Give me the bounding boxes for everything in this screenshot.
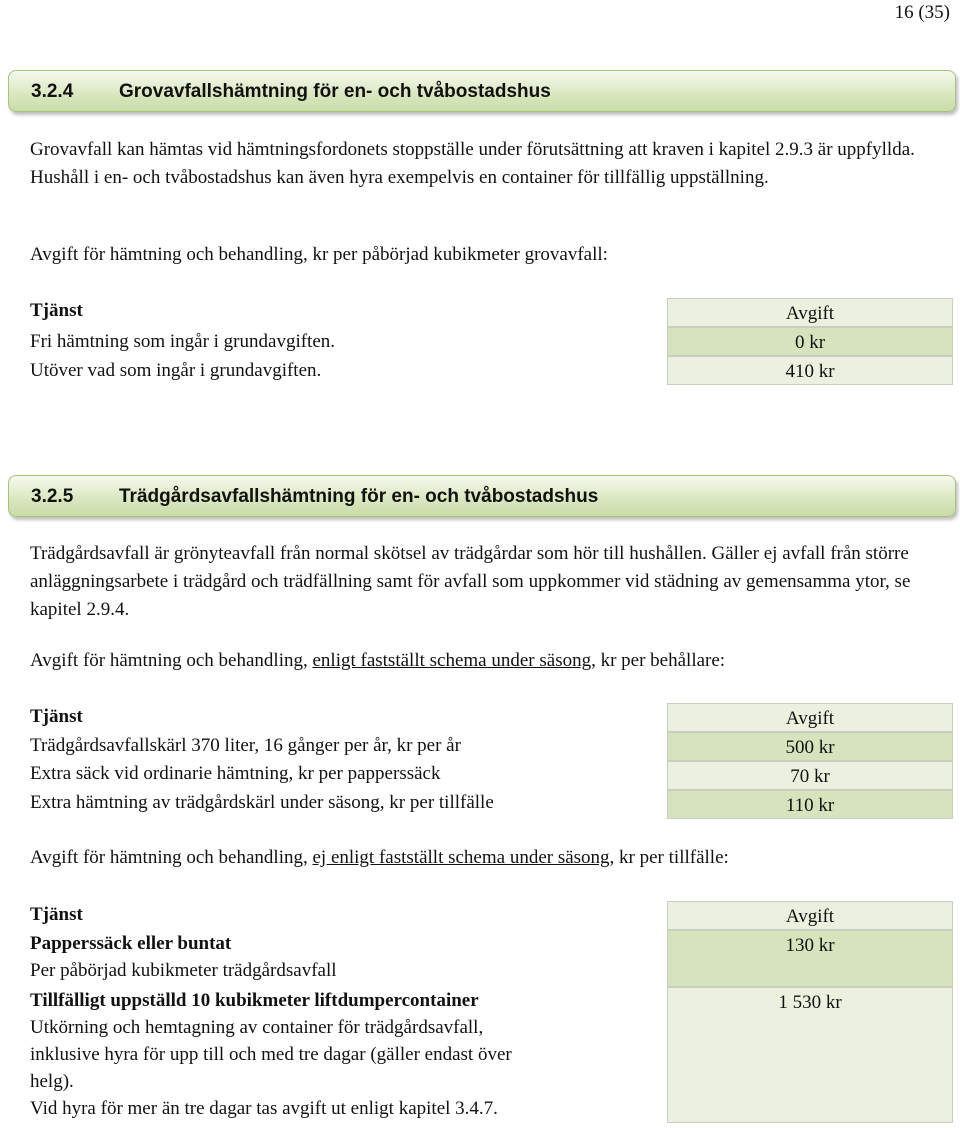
table-row-service: Extra hämtning av trädgårdskärl under säsong, kr per tillfälle [30, 792, 494, 813]
fee-cell: 500 kr [667, 732, 953, 761]
table-header-fee: Avgift [667, 901, 953, 930]
table-header-service: Tjänst [30, 904, 83, 925]
service-item-desc-line: helg). [30, 1071, 74, 1092]
table-header-service: Tjänst [30, 706, 83, 727]
fee-intro: Avgift för hämtning och behandling, kr per påbörjad kubikmeter grovavfall: [30, 244, 608, 265]
service-item [30, 987, 512, 1122]
service-item-title: Tillfälligt uppställd 10 kubikmeter liftdumpercontainer [30, 990, 479, 1011]
section-title: Trädgårdsavfallshämtning för en- och tvåbostadshus [119, 486, 599, 507]
fee-intro-scheduled: Avgift för hämtning och behandling, enligt fastställt schema under säsong, kr per behållare: [30, 650, 726, 671]
fee-cell: 110 kr [667, 790, 953, 819]
table-row-service: Extra säck vid ordinarie hämtning, kr per papperssäck [30, 763, 441, 784]
fee-intro-unscheduled: Avgift för hämtning och behandling, ej enligt fastställt schema under säsong, kr per tillfälle: [30, 847, 729, 868]
service-item-desc-line: inklusive hyra för upp till och med tre dagar (gäller endast över [30, 1044, 512, 1065]
page-number: 16 (35) [894, 2, 950, 23]
section-number: 3.2.4 [31, 81, 74, 102]
fee-cell: 0 kr [667, 327, 953, 356]
table-header-fee: Avgift [667, 298, 953, 327]
section-title: Grovavfallshämtning för en- och tvåbostadshus [119, 81, 551, 102]
table-header-fee: Avgift [667, 703, 953, 732]
table-row-service: Trädgårdsavfallskärl 370 liter, 16 gånger per år, kr per år [30, 735, 461, 756]
service-item-title: Papperssäck eller buntat [30, 933, 232, 954]
service-item-desc: Per påbörjad kubikmeter trädgårdsavfall [30, 960, 337, 981]
fee-cell: 410 kr [667, 356, 953, 385]
table-row-service: Utöver vad som ingår i grundavgiften. [30, 360, 322, 381]
service-item-desc-line: Utkörning och hemtagning av container för trädgårdsavfall, [30, 1017, 484, 1038]
service-item-note: Vid hyra för mer än tre dagar tas avgift ut enligt kapitel 3.4.7. [30, 1098, 498, 1119]
table-header-service: Tjänst [30, 300, 83, 321]
paragraph-grovavfall: Grovavfall kan hämtas vid hämtningsfordonets stoppställe under förutsättning att kraven i kapitel 2.9.3 är uppfyllda. Hushåll i en- och tvåbostadshus kan även hyra exempelvis en container för tillfällig uppställning. [30, 139, 915, 188]
fee-cell: 70 kr [667, 761, 953, 790]
service-item [30, 930, 337, 984]
section-header-325 [8, 475, 956, 517]
paragraph-tradgard: Trädgårdsavfall är grönyteavfall från normal skötsel av trädgårdar som hör till hushållen. Gäller ej avfall från större anläggningsarbete i trädgård och trädfällning samt för avfall som uppkommer vid städning av gemensamma ytor, se kapitel 2.9.4. [30, 543, 911, 620]
table-row-service: Fri hämtning som ingår i grundavgiften. [30, 331, 336, 352]
section-number: 3.2.5 [31, 486, 74, 507]
section-header-324 [8, 70, 956, 112]
fee-cell: 130 kr [667, 930, 953, 987]
fee-cell: 1 530 kr [667, 987, 953, 1123]
